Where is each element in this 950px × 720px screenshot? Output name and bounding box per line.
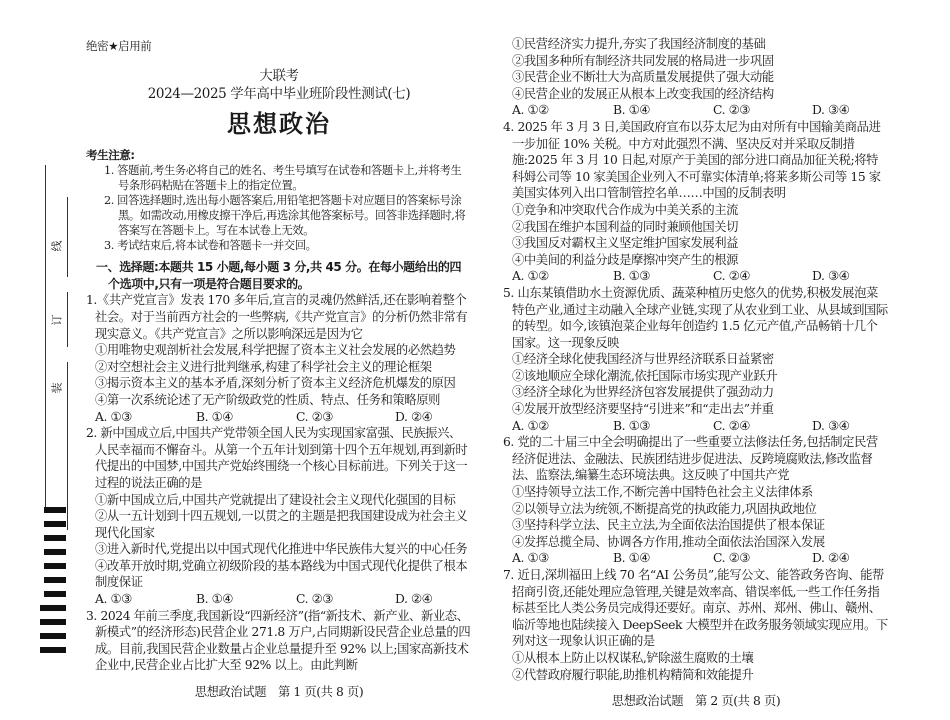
binding-line-segment	[67, 292, 68, 347]
statement-option: ①用唯物史观剖析社会发展,科学把握了资本主义社会发展的必然趋势	[95, 343, 456, 358]
answer-choice-B[interactable]: B. ①④	[196, 592, 233, 607]
question-stem: 7. 近日,深圳福田上线 70 名“AI 公务员”,能写公文、能答政务咨询、能帮招商引资,还能处理应急管理,关键是效率高、错误率低,一些工作任务指标甚至比人类公务员完成得还要好。南京、苏州、郑州、佛山、赣州、临沂等地也陆续接入 DeepSeek 大模型并在政务服务领域实现应用。下列对这一现象认识正确的是	[503, 568, 888, 649]
answer-choice-C[interactable]: C. ②③	[296, 409, 333, 424]
barcode-bar	[44, 591, 66, 597]
statement-option: ①坚持领导立法工作,不断完善中国特色社会主义法律体系	[512, 485, 813, 500]
left-column	[86, 292, 472, 674]
answer-choice-D[interactable]: D. ②④	[812, 551, 850, 566]
answer-choice-D[interactable]: D. ②④	[395, 592, 433, 607]
binding-char-xian: 线	[50, 240, 64, 252]
question-stem: 2. 新中国成立后,中国共产党带领全国人民为实现国家富强、民族振兴、人民幸福而不懈奋斗。从第一个五年计划到第十四个五年规划,再到新时代提出的中国梦,中国共产党始终围绕一个核心目标前进。下列关于这一过程的说法正确的是	[86, 426, 468, 490]
exam-name: 大联考	[259, 67, 299, 84]
answer-choices	[503, 102, 889, 119]
question-stem: 3. 2024 年前三季度,我国新设“四新经济”(指“新技术、新产业、新业态、新模式”的经济形态)民营企业 271.8 万户,占同期新设民营企业总量的四成。目前,我国民营企业数量占企业总量提升至 92% 以上;国家高新技术企业中,民营企业占比扩大至 92% 以上。由此判断	[86, 608, 471, 673]
answer-choice-A[interactable]: A. ①③	[512, 551, 549, 566]
statement-option: ①经济全球化使我国经济与世界经济联系日益紧密	[512, 352, 774, 367]
statement-option: ③我国反对霸权主义坚定维护国家发展利益	[512, 236, 739, 251]
barcode-bar	[44, 521, 66, 527]
statement-option: ①新中国成立后,中国共产党就提出了建设社会主义现代化强国的目标	[95, 492, 456, 507]
answer-choice-C[interactable]: C. ②③	[713, 551, 750, 566]
question-2	[86, 425, 472, 608]
question-stem: 5. 山东某镇借助水土资源优质、蔬菜种植历史悠久的优势,积极发展泡菜特色产业,通过主动融入全球产业链,实现了从农业到工业、从县域到国际的转型。如今,该镇泡菜企业每年创造约 1.5 亿元产值,产品畅销十几个国家。这一现象反映	[503, 285, 888, 350]
question-4	[503, 119, 889, 285]
answer-choice-A[interactable]: A. ①③	[95, 409, 132, 424]
note-item: 1. 答题前,考生务必将自己的姓名、考生号填写在试卷和答题卡上,并将考生号条形码粘贴在答题卡上的指定位置。	[104, 164, 462, 193]
binding-char-ding: 订	[50, 314, 64, 326]
answer-choice-D[interactable]: D. ③④	[812, 269, 850, 284]
statement-option: ③进入新时代,党提出以中国式现代化推进中华民族伟大复兴的中心任务	[95, 542, 468, 557]
question-1	[86, 292, 472, 425]
answer-choice-B[interactable]: B. ①④	[613, 551, 650, 566]
answer-choices	[503, 550, 889, 567]
answer-choices	[86, 409, 472, 426]
answer-choice-D[interactable]: D. ②④	[395, 409, 433, 424]
statement-option: ③经济全球化为世界经济包容发展提供了强劲动力	[512, 385, 774, 400]
question-7	[503, 567, 889, 683]
barcode-bar	[44, 577, 66, 583]
binding-char-zhuang: 装	[50, 382, 64, 394]
notes-list	[104, 163, 472, 253]
statement-option: ②我国多种所有制经济共同发展的格局进一步巩固	[512, 53, 774, 68]
statement-option: ②该地顺应全球化潮流,依托国际市场实现产业跃升	[512, 368, 778, 383]
statement-option: ①从根本上防止以权谋私,铲除滋生腐败的土壤	[512, 650, 754, 665]
answer-choice-A[interactable]: A. ①②	[512, 418, 549, 433]
subject-title: 思想政治	[227, 109, 331, 138]
barcode-bar	[40, 633, 66, 639]
answer-choice-C[interactable]: C. ②④	[713, 418, 750, 433]
left-page	[86, 38, 472, 701]
statement-option: ①竞争和冲突取代合作成为中美关系的主流	[512, 202, 739, 217]
statement-option: ③揭示资本主义的基本矛盾,深刻分析了资本主义经济危机爆发的原因	[95, 376, 456, 391]
statement-option: ②我国在维护本国利益的同时兼顾他国关切	[512, 219, 739, 234]
answer-choices	[86, 591, 472, 608]
section-heading: 一、选择题:本题共 15 小题,每小题 3 分,共 45 分。在每小题给出的四个选项中,只有一项是符合题目要求的。	[96, 260, 462, 291]
question-5	[503, 285, 889, 434]
statement-option: ④中美间的利益分歧是摩擦冲突产生的根源	[512, 252, 739, 267]
barcode-bar	[40, 605, 66, 611]
answer-choice-A[interactable]: A. ①②	[512, 103, 549, 118]
statement-option: ③坚持科学立法、民主立法,为全面依法治国提供了根本保证	[512, 518, 825, 533]
question-6	[503, 434, 889, 567]
statement-option: ②以领导立法为统领,不断提高党的执政能力,巩固执政地位	[512, 501, 817, 516]
question-stem: 1.《共产党宣言》发表 170 多年后,宣言的灵魂仍然鲜活,还在影响着整个社会。对于当前西方社会的一些弊病,《共产党宣言》的分析仍然非常有现实意义。《共产党宣言》之所以影响深远是因为它	[86, 293, 468, 341]
barcode-bar	[40, 647, 66, 653]
statement-option: ②代替政府履行职能,助推机构精简和效能提升	[512, 667, 754, 682]
barcode-bar	[40, 619, 66, 625]
binding-line-outer	[45, 165, 46, 510]
statement-option: ④民营企业的发展正从根本上改变我国的经济结构	[512, 86, 774, 101]
question-stem: 4. 2025 年 3 月 3 日,美国政府宣布以芬太尼为由对所有中国输美商品进一步加征 10% 关税。中方对此强烈不满、坚决反对并采取反制措施:2025 年 3 月 10 日起,对原产于美国的部分进口商品加征关税;将特科姆公司等 10 家美国企业列入不可靠实体清单;将莱多斯公司等 15 家美国实体列入出口管制管控名单……中国的反制表明	[503, 119, 881, 201]
right-column	[503, 36, 889, 683]
question-3	[86, 608, 472, 674]
secret-label: 绝密★启用前	[86, 39, 152, 53]
page-footer-left: 思想政治试题 第 1 页(共 8 页)	[194, 685, 364, 700]
answer-choice-C[interactable]: C. ②③	[296, 592, 333, 607]
answer-choices	[503, 268, 889, 285]
exam-title: 2024—2025 学年高中毕业班阶段性测试(七)	[147, 85, 411, 102]
statement-option: ④第一次系统论述了无产阶级政党的性质、特点、任务和策略原则	[95, 392, 441, 407]
statement-option: ②从一五计划到十四五规划,一以贯之的主题是把我国建设成为社会主义现代化国家	[95, 509, 468, 540]
binding-line-segment	[67, 362, 68, 530]
statement-option: ④发展开放型经济要坚持“引进来”和“走出去”并重	[512, 402, 774, 417]
question-stem: 6. 党的二十届三中全会明确提出了一些重要立法修法任务,包括制定民营经济促进法、金融法、民族团结进步促进法、反跨境腐败法,修改监督法、监察法,编纂生态环境法典。这反映了中国共产党	[503, 435, 878, 483]
right-page	[503, 36, 889, 710]
barcode-bar	[44, 563, 66, 569]
answer-choice-C[interactable]: C. ②③	[713, 103, 750, 118]
answer-choice-B[interactable]: B. ①③	[613, 418, 650, 433]
answer-choice-B[interactable]: B. ①③	[613, 269, 650, 284]
answer-choice-B[interactable]: B. ①④	[613, 103, 650, 118]
answer-choice-B[interactable]: B. ①④	[196, 409, 233, 424]
answer-choice-D[interactable]: D. ③④	[812, 418, 850, 433]
page-footer-right: 思想政治试题 第 2 页(共 8 页)	[611, 694, 781, 709]
answer-choice-C[interactable]: C. ②④	[713, 269, 750, 284]
binding-line-segment	[67, 197, 68, 277]
answer-choice-D[interactable]: D. ③④	[812, 103, 850, 118]
note-item: 3. 考试结束后,将本试卷和答题卡一并交回。	[104, 239, 317, 253]
answer-choice-A[interactable]: A. ①②	[512, 269, 549, 284]
statement-option: ①民营经济实力提升,夯实了我国经济制度的基础	[512, 37, 766, 51]
note-item: 2. 回答选择题时,选出每小题答案后,用铅笔把答题卡对应题目的答案标号涂黑。如需改动,用橡皮擦干净后,再选涂其他答案标号。回答非选择题时,将答案写在答题卡上。写在本试卷上无效。	[104, 194, 466, 238]
answer-choices	[503, 418, 889, 435]
barcode-bar	[44, 535, 66, 541]
statement-option: ③民营企业不断壮大为高质量发展提供了强大动能	[512, 70, 774, 85]
statement-option: ④改革开放时期,党确立初级阶段的基本路线为中国式现代化提供了根本制度保证	[95, 558, 468, 590]
statement-option: ④发挥总揽全局、协调各方作用,推动全面依法治国深入发展	[512, 534, 825, 549]
barcode-bar	[44, 549, 66, 555]
question-3	[503, 36, 889, 119]
barcode-bar	[44, 507, 66, 513]
answer-choice-A[interactable]: A. ①③	[95, 592, 132, 607]
statement-option: ②对空想社会主义进行批判继承,构建了科学社会主义的理论框架	[95, 359, 432, 374]
notes-title: 考生注意:	[86, 147, 135, 162]
